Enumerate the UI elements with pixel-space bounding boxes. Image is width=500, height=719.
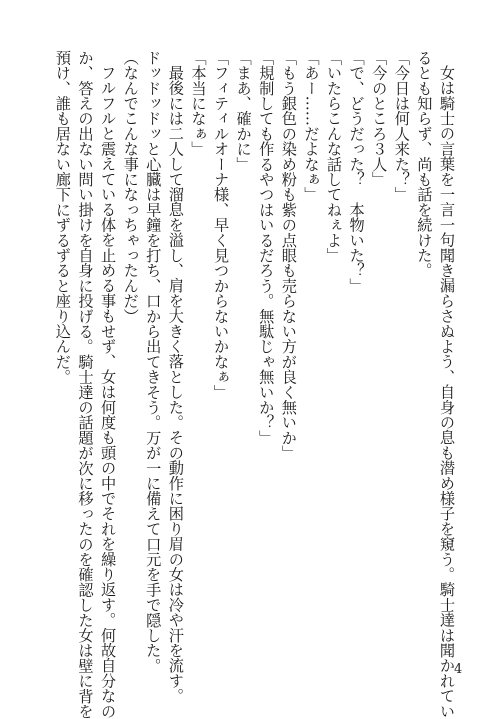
text-line: 「今のところ３人」 bbox=[370, 50, 389, 187]
text-line: 預け、誰も居ない廊下にずるずると座り込んだ。 bbox=[53, 50, 72, 385]
text-line: 「本当になぁ」 bbox=[189, 50, 208, 157]
text-line: 「規制しても作るやつはいるだろう。無駄じゃ無いか？」 bbox=[257, 50, 276, 446]
text-line: （なんでこんな事になっちゃったんだ） bbox=[121, 50, 140, 324]
text-line: 「まあ、確かに」 bbox=[234, 50, 253, 172]
text-line: るとも知らず、尚も話を続けた。 bbox=[415, 50, 434, 278]
text-line: 「いたらこんな話してねぇよ」 bbox=[325, 50, 344, 263]
text-line: フルフルと震えている体を止める事もせず、女は何度も頭の中でそれを繰り返す。何故自分なの bbox=[99, 65, 118, 719]
text-line: 「もう銀色の染め粉も紫の点眼も売らない方が良く無いか」 bbox=[279, 50, 298, 461]
text-line: 「今日は何人来た？」 bbox=[392, 50, 411, 202]
text-line: 「あー……だよなぁ」 bbox=[302, 50, 321, 202]
vertical-text-body bbox=[51, 50, 458, 719]
text-line: 「フィティルオーナ様、早く見つからないかなぁ」 bbox=[212, 50, 231, 400]
text-line: 「で、どうだった？ 本物いた？」 bbox=[347, 50, 366, 294]
text-line: 最後には二人して溜息を溢し、肩を大きく落とした。その動作に困り眉の女は冷や汗を流す。 bbox=[166, 65, 185, 704]
text-line: か、答えの出ない問い掛けを自身に投げる。騎士達の話題が次に移ったのを確認した女は壁に背を bbox=[76, 50, 95, 719]
page-number: 4 bbox=[454, 662, 463, 677]
text-line: 女は騎士の言葉を一言一句聞き漏らさぬよう、自身の息も潜め様子を窺う。騎士達は聞かれてい bbox=[438, 65, 456, 719]
text-line: ドッドッドッと心臓は早鐘を打ち、口から出てきそう。万が一に備えて口元を手で隠した。 bbox=[144, 50, 163, 674]
